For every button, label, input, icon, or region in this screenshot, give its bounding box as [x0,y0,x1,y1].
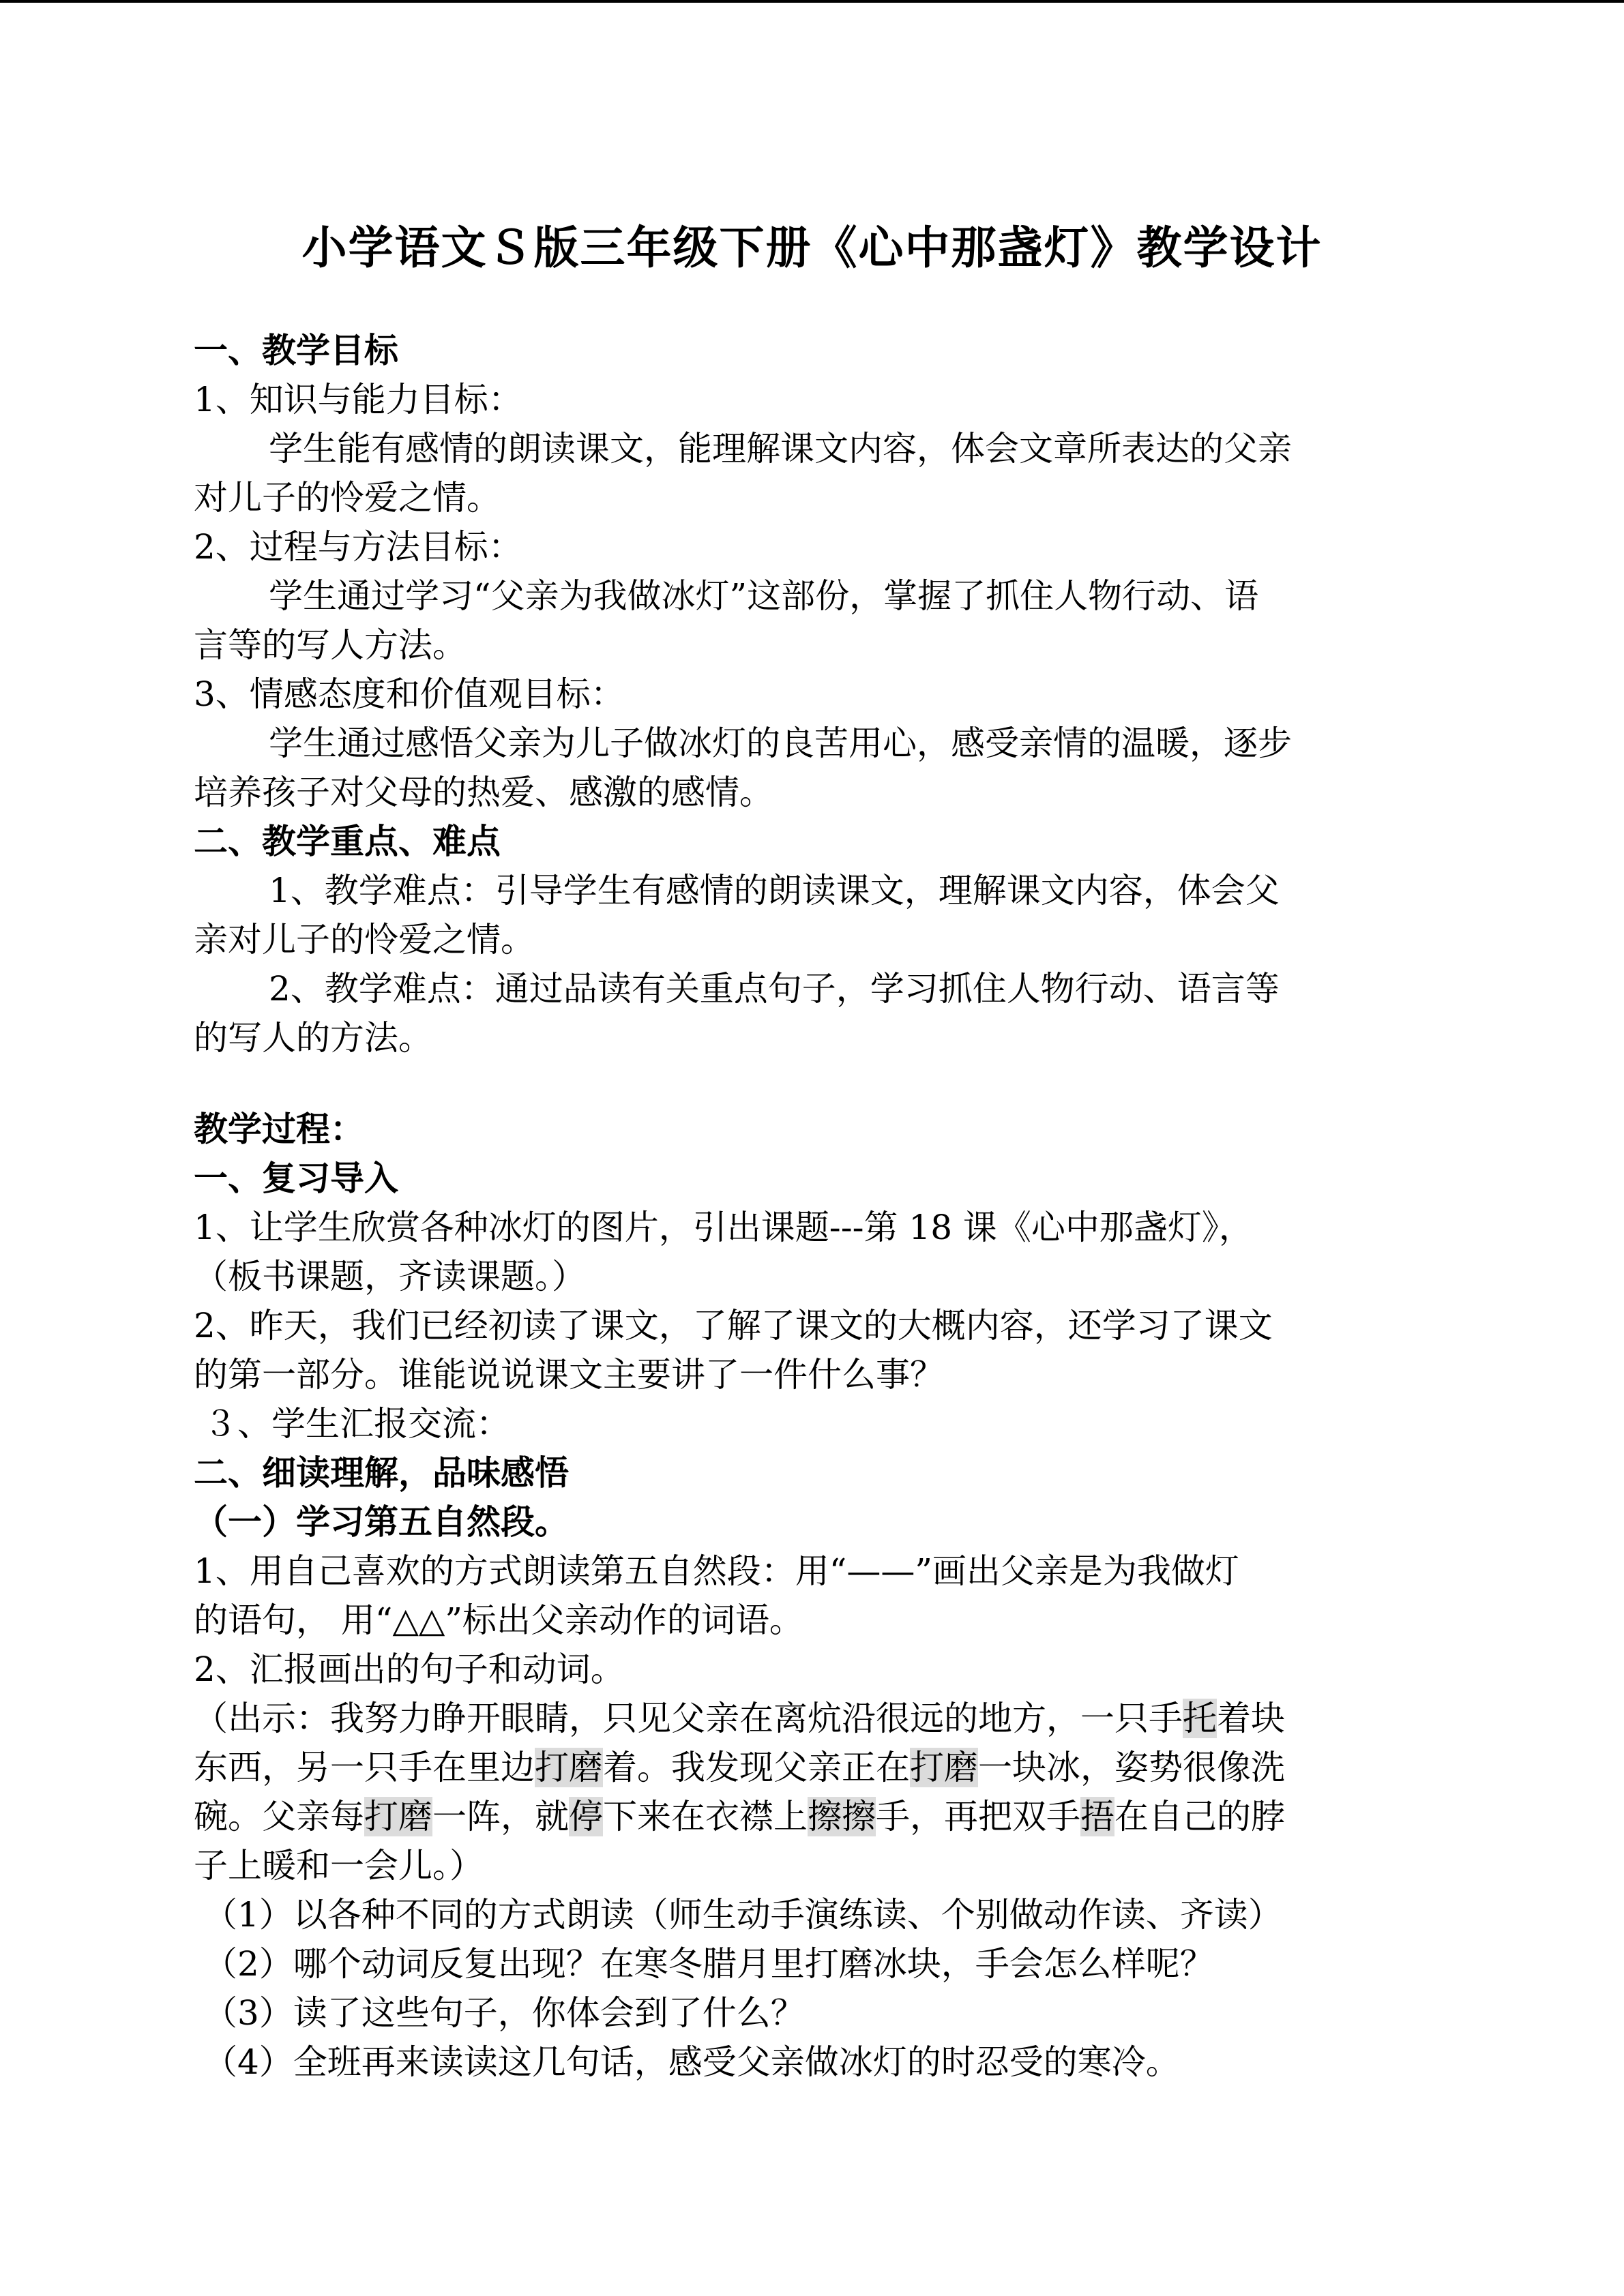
key-point-1: 1、教学难点：引导学生有感情的朗读课文，理解课文内容，体会父 [269,871,1280,910]
step-1-1: 1、让学生欣赏各种冰灯的图片，引出课题---第 18 课《心中那盏灯》， [194,1208,1253,1247]
step-2-1-cont: 的语句， 用“△△”标出父亲动作的词语。 [194,1600,803,1640]
highlighted-verb: 打磨 [364,1797,432,1836]
objective-1-label: 1、知识与能力目标： [194,380,522,419]
quote-text: 碗。父亲每 [194,1797,364,1836]
objective-2-label: 2、过程与方法目标： [194,527,522,567]
key-point-2-cont: 的写人的方法。 [194,1018,432,1058]
highlighted-verb: 擦擦 [808,1797,876,1836]
highlighted-verb: 捂 [1080,1797,1114,1836]
quote-text: 着。我发现父亲正在 [603,1748,910,1787]
quote-line-1 [194,1694,1428,1743]
key-point-2: 2、教学难点：通过品读有关重点句子，学习抓住人物行动、语言等 [269,969,1280,1009]
quote-text: 着块 [1217,1699,1285,1738]
section-1-heading: 一、复习导入 [194,1159,398,1198]
objectives-heading: 一、教学目标 [194,331,398,370]
step-1-2: 2、昨天，我们已经初读了课文，了解了课文的大概内容，还学习了课文 [194,1306,1273,1345]
question-4: （4）全班再来读读这几句话，感受父亲做冰灯的时忍受的寒冷。 [203,2042,1180,2082]
quote-text: （出示：我努力睁开眼睛，只见父亲在离炕沿很远的地方，一只手 [194,1699,1183,1738]
question-3: （3）读了这些句子，你体会到了什么？ [203,1993,805,2033]
quote-text: 在自己的脖 [1114,1797,1285,1836]
question-2: （2）哪个动词反复出现？在寒冬腊月里打磨冰块，手会怎么样呢？ [203,1944,1214,1984]
highlighted-verb: 停 [569,1797,603,1836]
objective-2-text: 学生通过学习“父亲为我做冰灯”这部份，掌握了抓住人物行动、语 [269,576,1259,616]
quote-line-4: 子上暖和一会儿。） [194,1846,484,1885]
key-point-1-cont: 亲对儿子的怜爱之情。 [194,920,535,959]
quote-text: 手，再把双手 [876,1797,1080,1836]
key-points-heading: 二、教学重点、难点 [194,822,501,861]
objective-1-text: 学生能有感情的朗读课文，能理解课文内容，体会文章所表达的父亲 [269,429,1292,468]
highlighted-verb: 托 [1183,1699,1217,1738]
quote-text: 东西，另一只手在里边 [194,1748,535,1787]
quote-text: 一块冰，姿势很像洗 [978,1748,1285,1787]
step-2-2: 2、汇报画出的句子和动词。 [194,1650,625,1689]
step-1-2-cont: 的第一部分。谁能说说课文主要讲了一件什么事？ [194,1355,944,1395]
objective-3-text-cont: 培养孩子对父母的热爱、感激的感情。 [194,773,773,812]
objective-2-text-cont: 言等的写人方法。 [194,625,467,665]
step-1-3: ３、学生汇报交流： [203,1404,510,1444]
process-heading: 教学过程： [194,1109,364,1149]
question-1: （1）以各种不同的方式朗读（师生动手演练读、个别做动作读、齐读） [203,1895,1282,1935]
quote-line-2 [194,1743,1428,1792]
quote-text: 下来在衣襟上 [603,1797,808,1836]
highlighted-verb: 打磨 [535,1748,603,1787]
step-1-1-cont: （板书课题，齐读课题。） [194,1257,586,1296]
section-2-subheading: （一）学习第五自然段。 [194,1502,569,1542]
document-title: 小学语文Ｓ版三年级下册《心中那盏灯》教学设计 [301,222,1323,274]
section-2-heading: 二、细读理解，品味感悟 [194,1453,569,1493]
quote-text: 一阵，就 [432,1797,569,1836]
objective-3-text: 学生通过感悟父亲为儿子做冰灯的良苦用心，感受亲情的温暖，逐步 [269,724,1292,763]
quote-line-3 [194,1792,1428,1841]
objective-3-label: 3、情感态度和价值观目标： [194,674,625,714]
step-2-1: 1、用自己喜欢的方式朗读第五自然段：用“——”画出父亲是为我做灯 [194,1551,1239,1591]
page-top-border [0,0,1624,3]
objective-1-text-cont: 对儿子的怜爱之情。 [194,478,501,518]
highlighted-verb: 打磨 [910,1748,978,1787]
